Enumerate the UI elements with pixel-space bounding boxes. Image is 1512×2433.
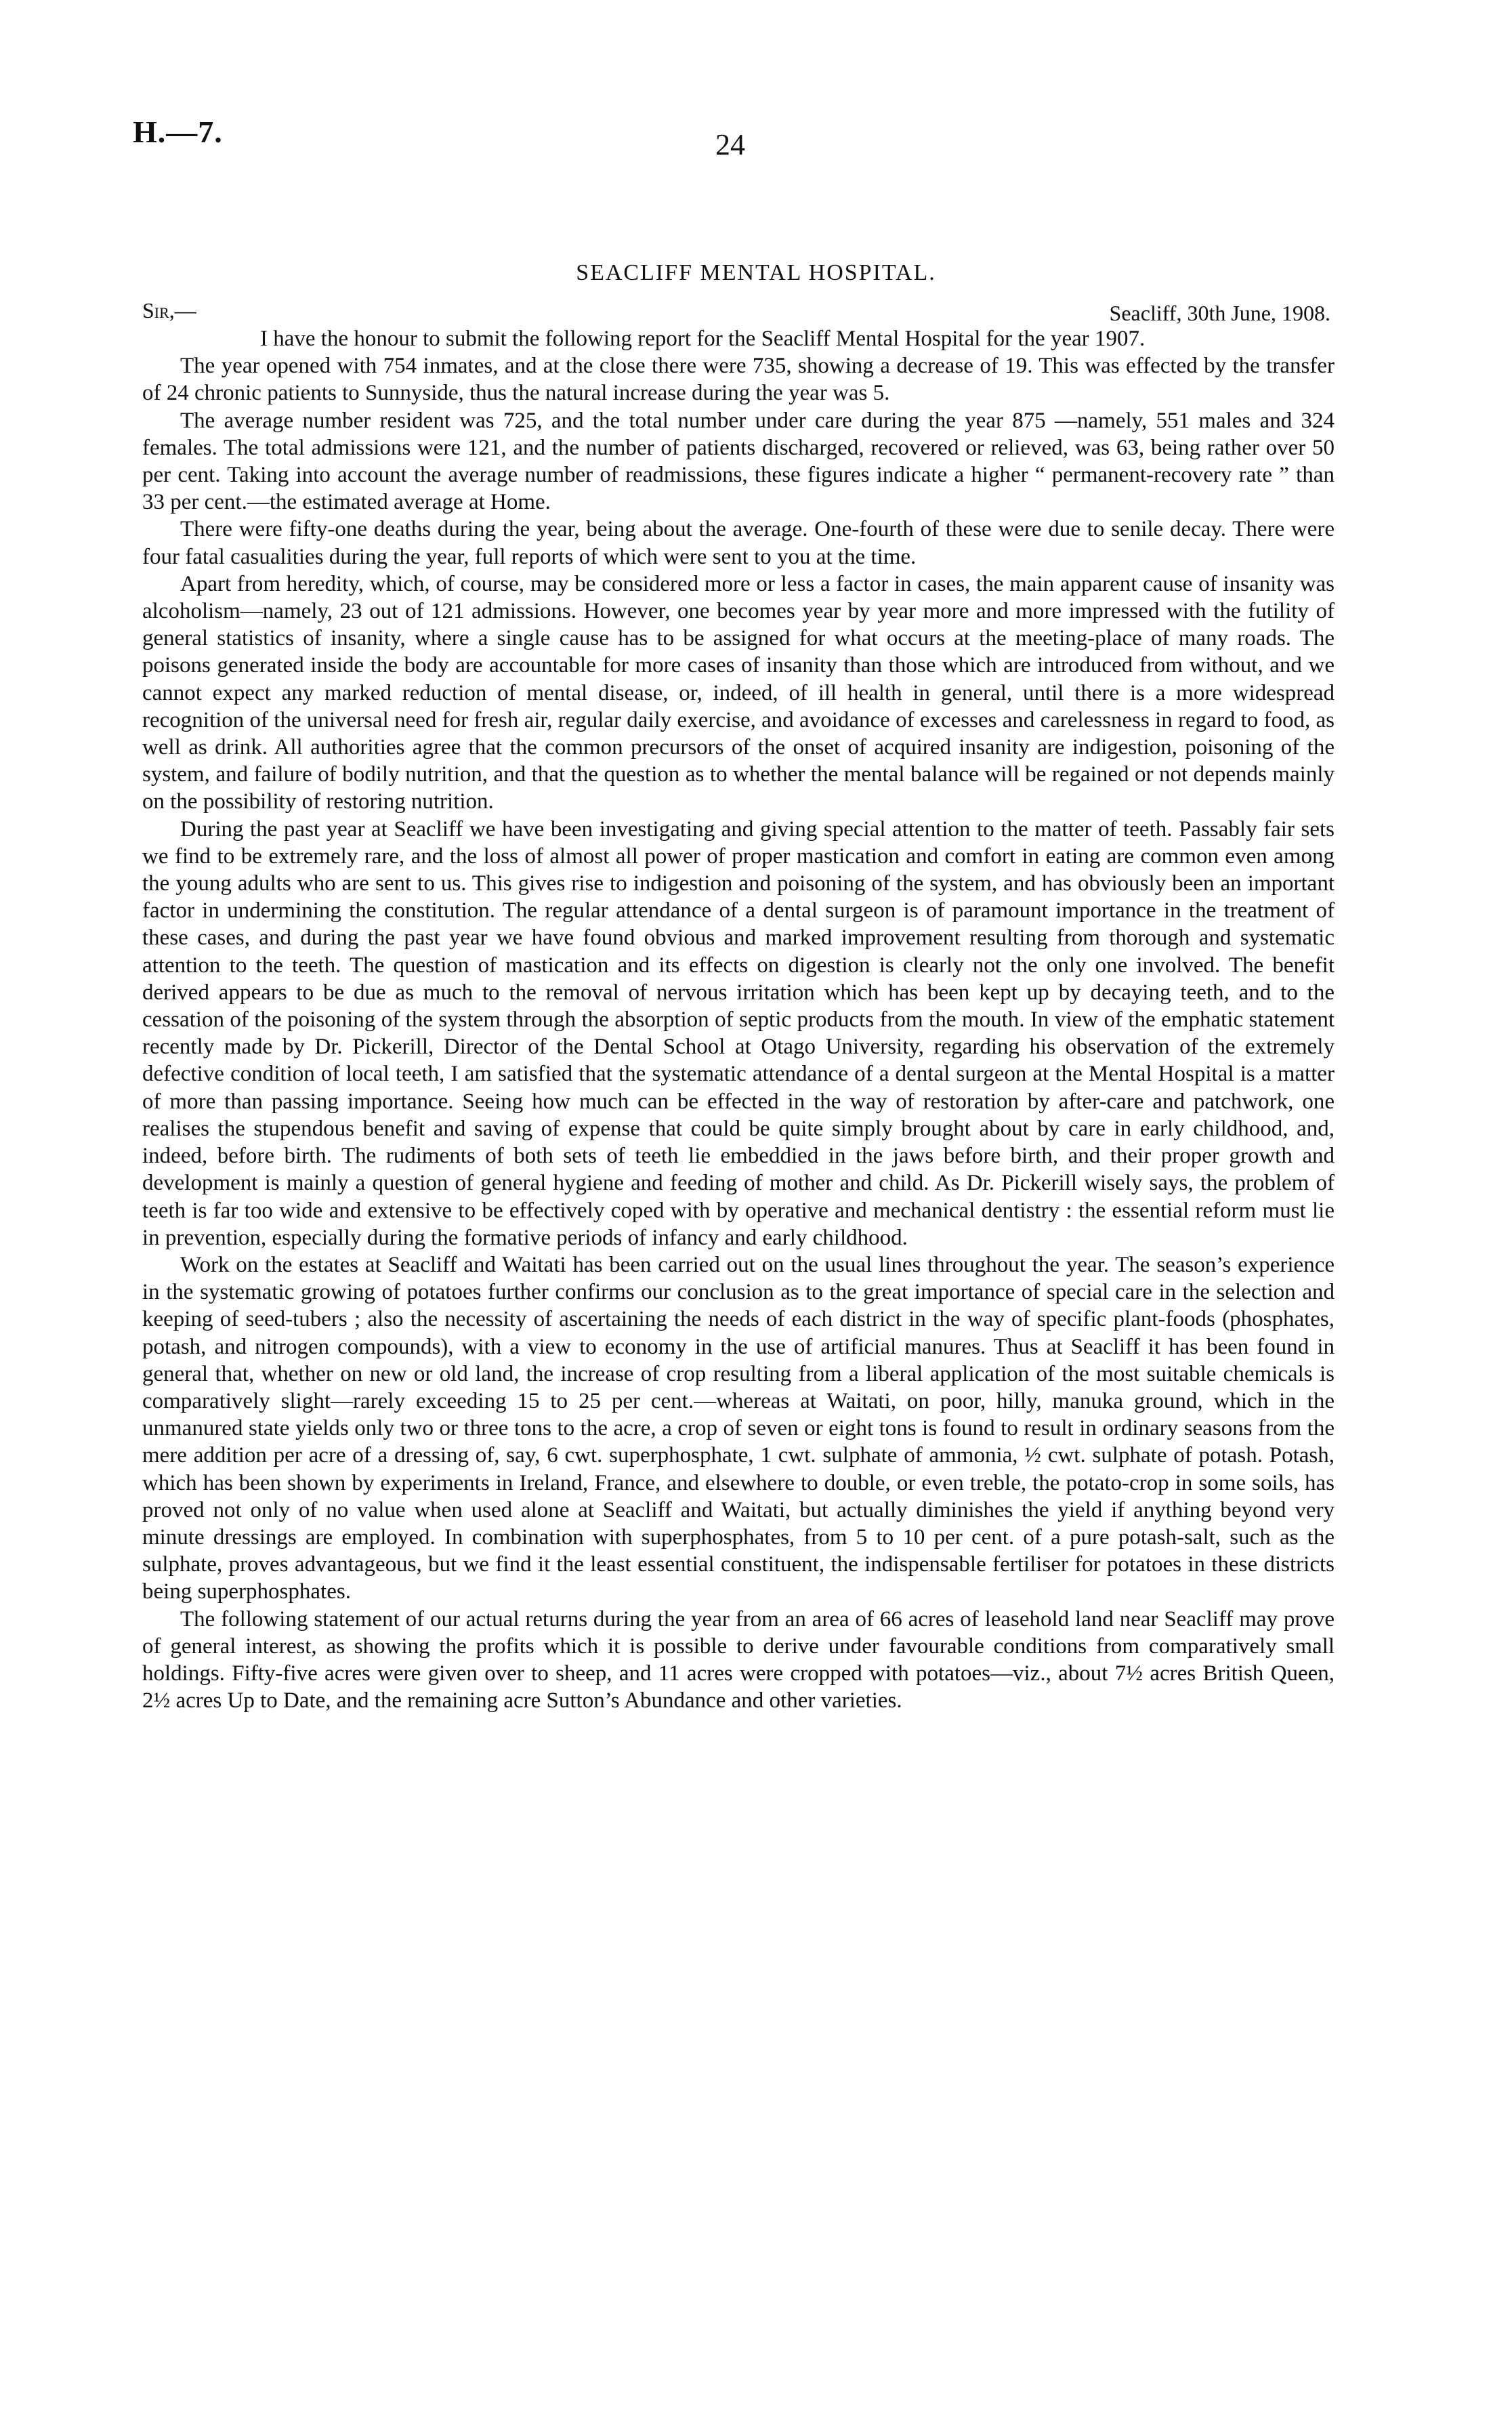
paragraph-teeth: During the past year at Seacliff we have been investigating and giving special attention to the matter of teeth. Passably fair sets we find to be extremely rare, and the loss of almost all power of proper mastication and comfort in eating are common even among the young adults who are sent to us. This gives rise to indigestion and poisoning of the system, and has obviously been an important factor in undermining the constitution. The regular attendance of a dental surgeon is of paramount importance in the treatment of these cases, and during the past year we have found obvious and marked improvement resulting from thorough and systematic attention to the teeth. The question of mastication and its effects on digestion is clearly not the only one involved. The benefit derived appears to be due as much to the removal of nervous irritation which has been kept up by decaying teeth, and to the cessation of the poisoning of the system through the absorption of septic products from the mouth. In view of the emphatic statement recently made by Dr. Pickerill, Director of the Dental School at Otago University, regarding his observation of the extremely defective condition of local teeth, I am satisfied that the systematic attendance of a dental surgeon at the Mental Hospital is a matter of more than passing importance. Seeing how much can be effected in the way of restoration by after-care and patchwork, one realises the stupendous benefit and saving of expense that could be quite simply brought about by care in early childhood, and, indeed, before birth. The rudiments of both sets of teeth lie embeddied in the jaws before birth, and their proper growth and development is mainly a question of general hygiene and feeding of mother and child. As Dr. Pickerill wisely says, the problem of teeth is far too wide and extensive to be effectively coped with by operative and mechanical dentistry : the essential reform must lie in prevention, especially during the formative periods of infancy and early childhood. bbox=[142, 816, 1335, 1250]
paragraph-intro: I have the honour to submit the following report for the Seacliff Mental Hospital for the year 1907. bbox=[260, 327, 1146, 351]
place-date: Seacliff, 30th June, 1908. bbox=[1109, 301, 1330, 325]
paragraph-deaths: There were fifty-one deaths during the year, being about the average. One-fourth of these were due to senile decay. There were four fatal casualities during the year, full reports of which were sent to you at the time. bbox=[142, 517, 1335, 569]
report-body bbox=[142, 325, 1335, 1714]
page-number: 24 bbox=[715, 128, 745, 161]
report-title: SEACLIFF MENTAL HOSPITAL. bbox=[576, 260, 936, 285]
paragraph-causes: Apart from heredity, which, of course, may be considered more or less a factor in cases, the main apparent cause of insanity was alcoholism—namely, 23 out of 121 admissions. However, one becomes year by year more and more impressed with the futility of general statistics of insanity, where a single cause has to be assigned for what occurs at the meeting-place of many roads. The poisons generated inside the body are accountable for more cases of insanity than those which are introduced from without, and we cannot expect any marked reduction of mental disease, or, indeed, of ill health in general, until there is a more widespread recognition of the universal need for fresh air, regular daily exercise, and avoidance of excesses and carelessness in regard to food, as well as drink. All authorities agree that the common precursors of the onset of acquired insanity are indigestion, poisoning of the system, and failure of bodily nutrition, and that the question as to whether the mental balance will be regained or not depends mainly on the possibility of restoring nutrition. bbox=[142, 571, 1335, 814]
paragraph-estates: Work on the estates at Seacliff and Waitati has been carried out on the usual lines throughout the year. The season’s experience in the systematic growing of potatoes further confirms our conclusion as to the great importance of special care in the selection and keeping of seed-tubers ; also the necessity of ascertaining the needs of each district in the way of specific plant-foods (phosphates, potash, and nitrogen compounds), with a view to economy in the use of artificial manures. Thus at Seacliff it has been found in general that, whether on new or old land, the increase of crop resulting from a liberal application of the most suitable chemicals is comparatively slight—rarely exceeding 15 to 25 per cent.—whereas at Waitati, on poor, hilly, manuka ground, which in the unmanured state yields only two or three tons to the acre, a crop of seven or eight tons is found to result in ordinary seasons from the mere addition per acre of a dressing of, say, 6 cwt. superphosphate, 1 cwt. sulphate of ammonia, ½ cwt. sulphate of potash. Potash, which has been shown by experiments in Ireland, France, and elsewhere to double, or even treble, the potato-crop in some soils, has proved not only of no value when used alone at Seacliff and Waitati, but actually diminishes the yield if anything beyond very minute dressings are employed. In combination with superphosphates, from 5 to 10 per cent. of a pure potash-salt, such as the sulphate, proves advantageous, but we find it the least essential constituent, the indispensable fertiliser for potatoes in these districts being superphosphates. bbox=[142, 1252, 1335, 1604]
paragraph-returns: The following statement of our actual returns during the year from an area of 66 acres of leasehold land near Seacliff may prove of general interest, as showing the profits which it is possible to derive under favourable conditions from comparatively small holdings. Fifty-five acres were given over to sheep, and 11 acres were cropped with potatoes—viz., about 7½ acres British Queen, 2½ acres Up to Date, and the remaining acre Sutton’s Abundance and other varieties. bbox=[142, 1606, 1335, 1713]
salutation: Sir,— bbox=[142, 298, 196, 323]
paragraph-admissions: The average number resident was 725, and the total number under care during the year 875 —namely, 551 males and 324 females. The total admissions were 121, and the number of patients discharged, recovered or relieved, was 63, being rather over 50 per cent. Taking into account the average number of readmissions, these figures indicate a higher “ permanent-recovery rate ” than 33 per cent.—the estimated average at Home. bbox=[142, 408, 1335, 515]
paragraph-inmates: The year opened with 754 inmates, and at the close there were 735, showing a decrease of 19. This was effected by the transfer of 24 chronic patients to Sunnyside, thus the natural increase during the year was 5. bbox=[142, 354, 1335, 406]
report-reference: H.—7. bbox=[133, 115, 223, 149]
